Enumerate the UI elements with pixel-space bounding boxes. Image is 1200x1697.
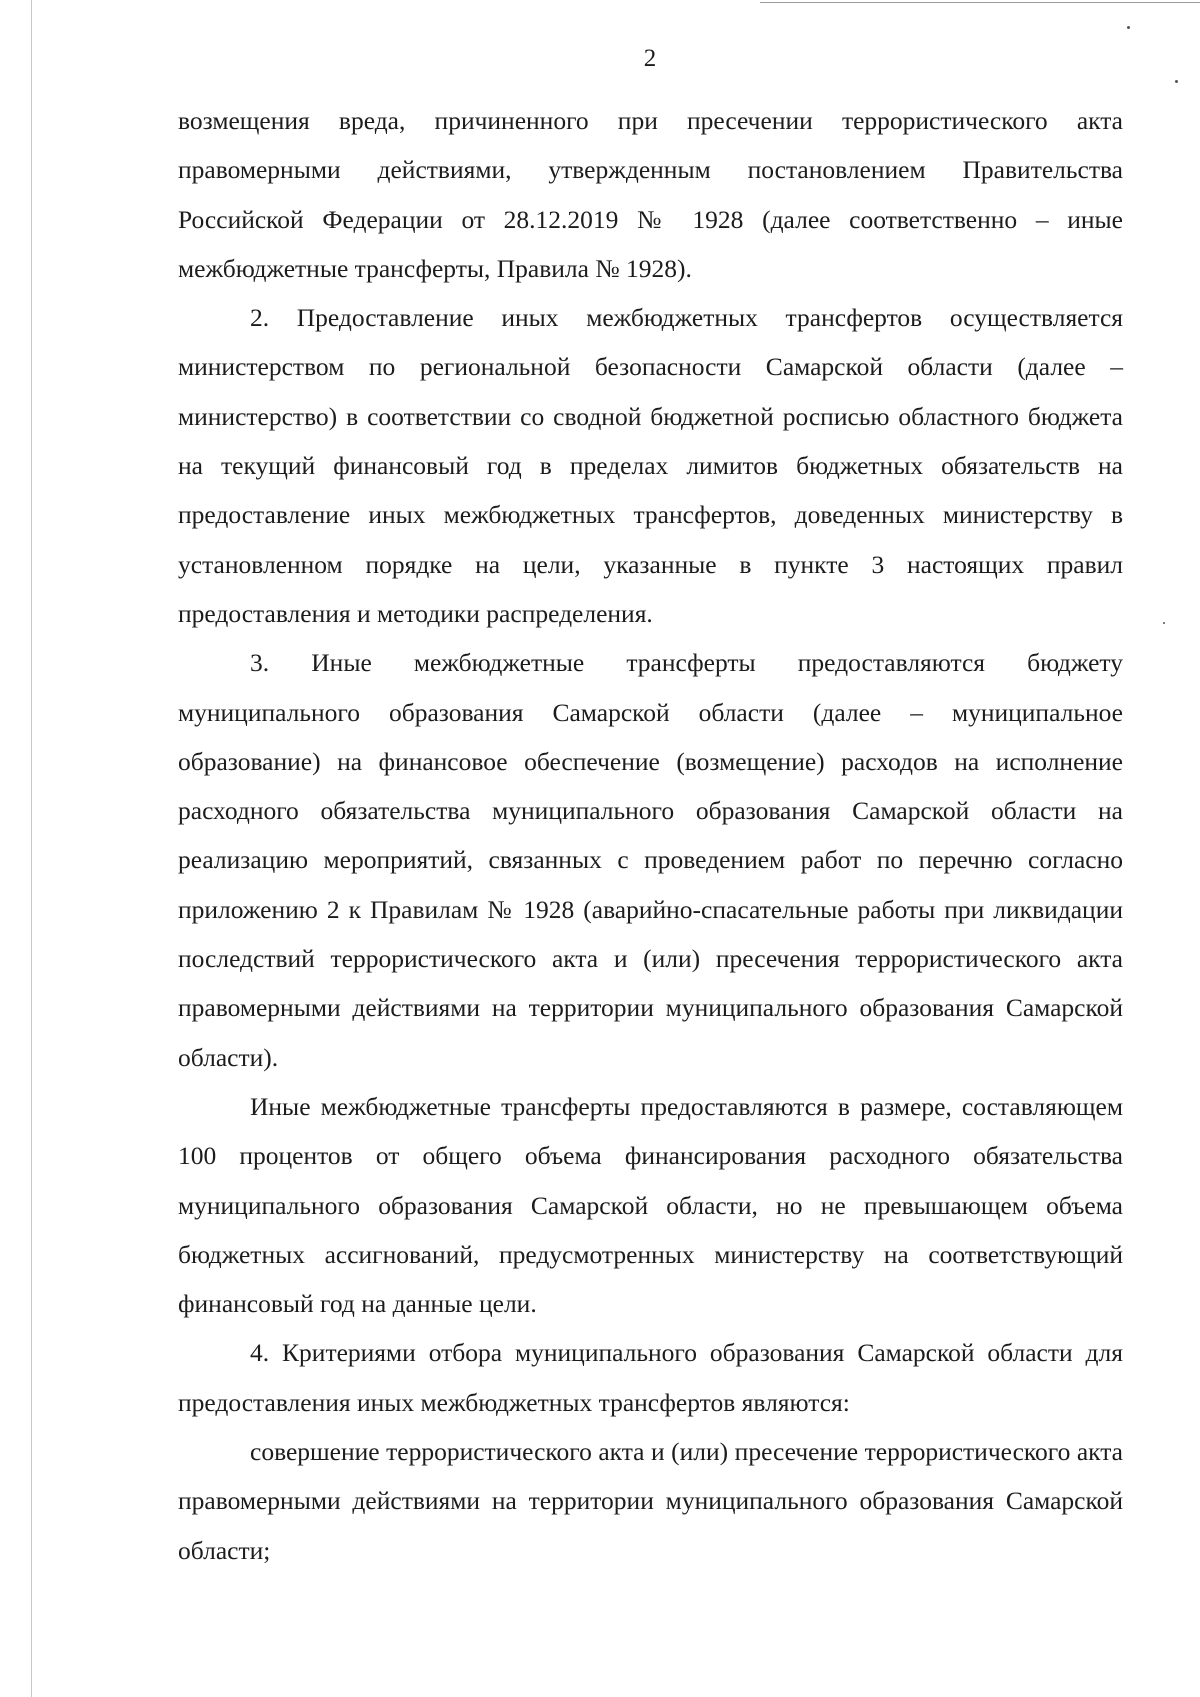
paragraph-2: 2. Предоставление иных межбюджетных трансфертов осуществляется министерством по региональной безопасности Самарской области (далее – министерство) в соответствии со сводной бюджетной росписью областного бюджета на текущий финансовый год в пределах лимитов бюджетных обязательств на предоставление иных межбюджетных трансфертов, доведенных министерству в установленном порядке на цели, указанные в пункте 3 настоящих правил предоставления и методики распределения. [178, 303, 1123, 628]
document-body [178, 96, 1123, 1575]
paragraph-4: 4. Критериями отбора муниципального образования Самарской области для предоставления иных межбюджетных трансфертов являются: [178, 1338, 1123, 1417]
scan-speck [1163, 622, 1165, 624]
scan-margin-line [31, 0, 32, 1697]
scan-speck [1175, 80, 1178, 83]
scan-speck [1127, 26, 1130, 29]
paragraph-3: 3. Иные межбюджетные трансферты предоставляются бюджету муниципального образования Самарской области (далее – муниципальное образование) на финансовое обеспечение (возмещение) расходов на исполнение расходного обязательства муниципального образования Самарской области на реализацию мероприятий, связанных с проведением работ по перечню согласно приложению 2 к Правилам № 1928 (аварийно-спасательные работы при ликвидации последствий террористического акта и (или) пресечения террористического акта правомерными действиями на территории муниципального образования Самарской области). [178, 648, 1123, 1072]
paragraph-3-amount: Иные межбюджетные трансферты предоставляются в размере, составляющем 100 процентов от общего объема финансирования расходного обязательства муниципального образования Самарской области, но не превышающем объема бюджетных ассигнований, предусмотренных министерству на соответствующий финансовый год на данные цели. [178, 1091, 1123, 1319]
scan-edge-line [760, 2, 1200, 3]
paragraph-4-criterion: совершение террористического акта и (или) пресечение террористического акта правомерными действиями на территории муниципального образования Самарской области; [178, 1437, 1123, 1565]
page-number: 2 [643, 45, 657, 72]
paragraph-continuation: возмещения вреда, причиненного при пресечении террористического акта правомерными действиями, утвержденным постановлением Правительства Российской Федерации от 28.12.2019 № 1928 (далее соответственно – иные межбюджетные трансферты, Правила № 1928). [178, 106, 1123, 283]
